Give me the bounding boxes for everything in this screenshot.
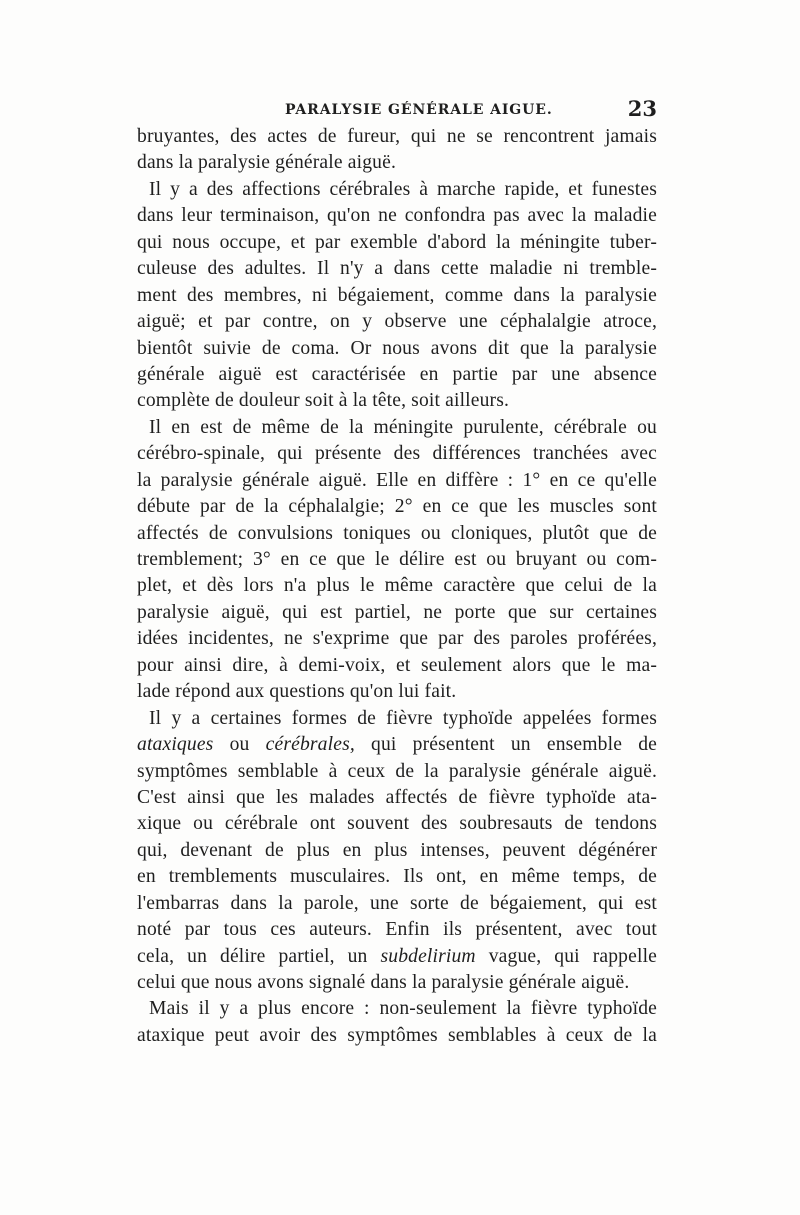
text-line: bientôt suivie de coma. Or nous avons dit que la paralysie <box>137 337 657 359</box>
text-line: dans leur terminaison, qu'on ne confondra pas avec la maladie <box>137 205 657 227</box>
text-line: tremblement; 3° en ce que le délire est ou bruyant ou com- <box>137 549 657 570</box>
text-line: ment des membres, ni bégaiement, comme dans la paralysie <box>137 284 657 306</box>
text-line: débute par de la céphalalgie; 2° en ce que les muscles sont <box>137 496 657 518</box>
text-line: ataxique peut avoir des symptômes semblables à ceux de la <box>137 1024 657 1046</box>
text-line: xique ou cérébrale ont souvent des soubresauts de tendons <box>137 813 657 835</box>
text-line: dans la paralysie générale aiguë. <box>137 152 396 174</box>
text-line: plet, et dès lors n'a plus le même caractère que celui de la <box>137 575 657 597</box>
italic-term: ataxiques <box>137 734 214 756</box>
italic-term: subdelirium <box>380 945 476 967</box>
running-head: PARALYSIE GÉNÉRALE AIGUE. <box>285 102 553 118</box>
text-line: lade répond aux questions qu'on lui fait. <box>137 681 457 703</box>
text-line: paralysie aiguë, qui est partiel, ne porte que sur certaines <box>137 601 657 623</box>
text-line: symptômes semblable à ceux de la paralysie générale aiguë. <box>137 760 657 782</box>
text-line: Il y a des affections cérébrales à marche rapide, et funestes <box>149 178 657 200</box>
text-line: cérébro-spinale, qui présente des différences tranchées avec <box>137 443 657 465</box>
text-line-with-italics: cela, un délire partiel, un subdelirium vague, qui rappelle <box>137 945 658 967</box>
text-line: Mais il y a plus encore : non-seulement la fièvre typhoïde <box>149 998 657 1020</box>
text-line: celui que nous avons signalé dans la paralysie générale aiguë. <box>137 972 630 993</box>
text-line: pour ainsi dire, à demi-voix, et seulement alors que le ma- <box>137 654 657 676</box>
page-number: 23 <box>627 96 657 121</box>
text-line: Il en est de même de la méningite purulente, cérébrale ou <box>149 416 657 438</box>
page-header <box>137 96 657 122</box>
text-line: idées incidentes, ne s'exprime que par des paroles proférées, <box>137 628 657 650</box>
text-line: C'est ainsi que les malades affectés de fièvre typhoïde ata- <box>137 786 657 808</box>
text-line: complète de douleur soit à la tête, soit ailleurs. <box>137 390 510 412</box>
text-line: aiguë; et par contre, on y observe une céphalalgie atroce, <box>137 311 657 333</box>
text-line: affectés de convulsions toniques ou cloniques, plutôt que de <box>137 522 657 544</box>
text-line: noté par tous ces auteurs. Enfin ils présentent, avec tout <box>137 919 657 941</box>
text-line: la paralysie générale aiguë. Elle en diffère : 1° en ce qu'elle <box>137 469 657 491</box>
text-line: qui nous occupe, et par exemble d'abord la méningite tuber- <box>137 231 657 253</box>
italic-term: cérébrales, <box>265 734 355 756</box>
text-line-with-italics: ataxiques ou cérébrales, qui présentent un ensemble de <box>137 734 657 756</box>
text-line: en tremblements musculaires. Ils ont, en même temps, de <box>137 866 657 888</box>
text-line: qui, devenant de plus en plus intenses, peuvent dégénérer <box>137 839 657 861</box>
text-line: culeuse des adultes. Il n'y a dans cette maladie ni tremble- <box>137 258 657 280</box>
text-line: l'embarras dans la parole, une sorte de bégaiement, qui est <box>137 892 657 914</box>
text-line: générale aiguë est caractérisée en partie par une absence <box>137 363 657 385</box>
body-text <box>137 124 657 1049</box>
text-line: bruyantes, des actes de fureur, qui ne se rencontrent jamais <box>137 126 657 147</box>
text-line: Il y a certaines formes de fièvre typhoïde appelées formes <box>149 707 657 729</box>
